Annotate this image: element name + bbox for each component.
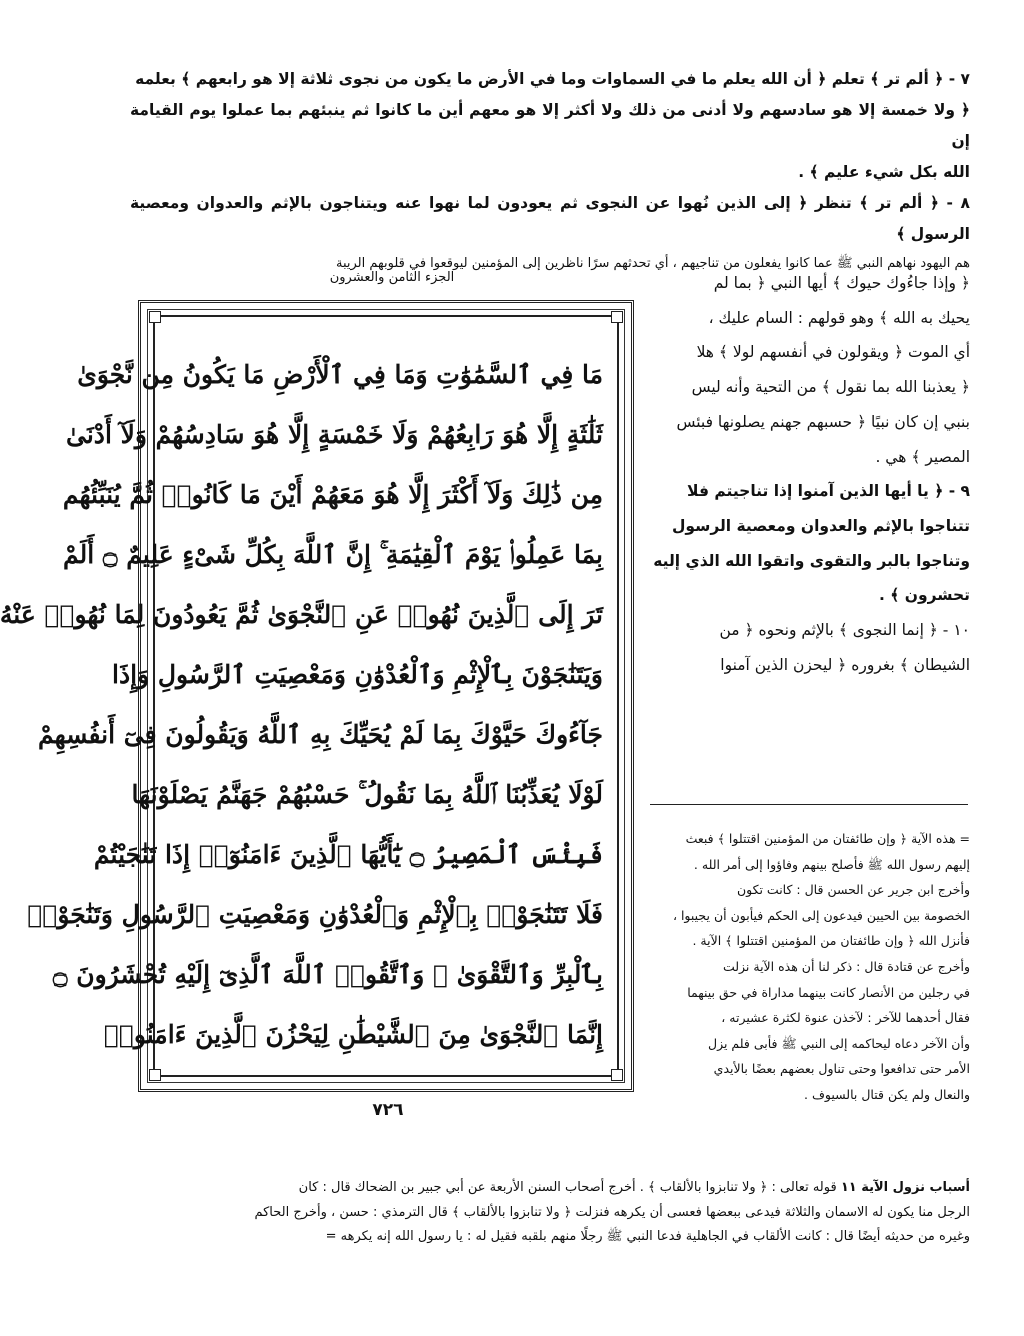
right-line: يحيك به الله ﴾ وهو قولهم : السام عليك ، xyxy=(708,308,970,327)
quran-line: لَوْلَا يُعَذِّبُنَا ٱللَّهُ بِمَا نَقُولُ ۚ حَسْبُهُمْ جَهَنَّمُ يَصْلَوْنَهَا xyxy=(131,780,603,809)
asbab-nuzul xyxy=(130,1176,970,1250)
verse-7-line-1: ٧ - ﴿ ألم تر ﴾ تعلم ﴿ أن الله يعلم ما في السماوات وما في الأرض ما يكون من نجوى ثلاثة إلا هو رابعهم ﴾ بعلمه xyxy=(135,70,970,88)
asbab-line-1-text: قوله تعالى : ﴿ ولا تنابزوا بالألقاب ﴾ . أخرج أصحاب السنن الأربعة عن أبي جبير بن الضحاك قال : كان xyxy=(298,1180,841,1195)
verse-7-line-2: ﴿ ولا خمسة إلا هو سادسهم ولا أدنى من ذلك ولا أكثر إلا هو معهم أين ما كانوا ثم ينبئهم بما عملوا يوم القيامة إن xyxy=(130,101,970,150)
footnote-line: وأخرج عن قتادة قال : ذكر لنا أن هذه الآية نزلت xyxy=(722,958,970,974)
footnote-line: وأن الآخر دعاه ليحاكمه إلى النبي ﷺ فأبى فلم يزل xyxy=(707,1035,970,1051)
asbab-label: أسباب نزول الآية ١١ xyxy=(840,1180,970,1195)
right-line: بنبي إن كان نبيًا ﴿ حسبهم جهنم يصلونها فبئس xyxy=(676,412,970,431)
footnote-line: والنعال ولم يكن قتال بالسيوف . xyxy=(804,1086,970,1102)
footnote-line: في رجلين من الأنصار كانت بينهما مداراة في حق بينهما xyxy=(687,984,970,1000)
frame-corner-ornament xyxy=(149,1069,161,1081)
right-line: تحشرون ﴾ . xyxy=(878,586,970,605)
right-line: أي الموت ﴿ ويقولون في أنفسهم لولا ﴾ هلا xyxy=(696,343,970,362)
quran-line: بِمَا عَمِلُوا۟ يَوْمَ ٱلْقِيَٰمَةِ ۚ إِنَّ ٱللَّهَ بِكُلِّ شَىْءٍ عَلِيمٌ ۝ أَلَمْ xyxy=(63,540,603,569)
footnote-line: فقال أحدهما للآخر : لآخذن عنوة لكثرة عشيرته ، xyxy=(721,1010,970,1026)
quran-line: مِن ذَٰلِكَ وَلَآ أَكْثَرَ إِلَّا هُوَ مَعَهُمْ أَيْنَ مَا كَانُوا۟ ثُمَّ يُنَبِّئُهُم xyxy=(62,480,603,509)
frame-corner-ornament xyxy=(149,311,161,323)
quran-line: فَلَا تَتَنَٰجَوْا۟ بِٱلْإِثْمِ وَٱلْعُدْوَٰنِ وَمَعْصِيَتِ ٱلرَّسُولِ وَتَنَٰجَوْا۟ xyxy=(27,900,603,929)
quran-line: وَيَتَنَٰجَوْنَ بِٱلْإِثْمِ وَٱلْعُدْوَٰنِ وَمَعْصِيَتِ ٱلرَّسُولِ وَإِذَا xyxy=(112,660,603,689)
footnote-line: الخصومة بين الحيين فيدعون إلى الحكم فيأبون أن يجيبوا ، xyxy=(672,907,970,923)
quran-line: مَا فِي ٱلسَّمَٰوَٰتِ وَمَا فِي ٱلْأَرْضِ مَا يَكُونُ مِن نَّجْوَىٰ xyxy=(77,360,603,389)
footnote-divider xyxy=(650,804,968,805)
right-line: المصير ﴾ هي . xyxy=(875,447,970,466)
quran-text xyxy=(0,345,603,1065)
asbab-line-1 xyxy=(130,1176,970,1201)
frame-corner-ornament xyxy=(611,311,623,323)
right-line: ﴿ يعذبنا الله بما نقول ﴾ من التحية وأنه ليس xyxy=(691,378,970,397)
verse-8-line-2: هم اليهود نهاهم النبي ﷺ عما كانوا يفعلون من تناجيهم ، أي تحدثهم سرًا ناظرين إلى المؤمنين ليوقعوا في قلوبهم الريبة xyxy=(335,256,970,271)
asbab-line-2: الرجل منا يكون له الاسمان والثلاثة فيدعى ببعضها فعسى أن يكرهه فنزلت ﴿ ولا تنابزوا بالألقاب ﴾ قال الترمذي : حسن ، وأخرج الحاكم xyxy=(254,1204,970,1220)
footnote-line: إليهم رسول الله ﷺ فأصلح بينهم وفاؤوا إلى أمر الله . xyxy=(693,856,970,872)
right-line: ١٠ - ﴿ إنما النجوى ﴾ بالإثم ونحوه ﴿ من xyxy=(719,621,970,640)
right-line: الشيطان ﴾ بغروره ﴿ ليحزن الذين آمنوا xyxy=(720,655,970,674)
footnote-line: الأمر حتى تدافعوا وحتى تناول بعضهم بعضًا بالأيدي xyxy=(713,1061,970,1077)
commentary-right-column xyxy=(650,266,970,682)
frame-corner-ornament xyxy=(611,1069,623,1081)
quran-line: بِٱلْبِرِّ وَٱلتَّقْوَىٰ ۖ وَٱتَّقُوا۟ ٱللَّهَ ٱلَّذِىٓ إِلَيْهِ تُحْشَرُونَ ۝ xyxy=(52,960,603,989)
right-line: ٩ - ﴿ يا أيها الذين آمنوا إذا تناجيتم فلا xyxy=(687,482,970,501)
verse-8-line-1: ٨ - ﴿ ألم تر ﴾ تنظر ﴿ إلى الذين نُهوا عن النجوى ثم يعودون لما نهوا عنه ويتناجون بالإثم والعدوان ومعصية الرسول ﴾ xyxy=(130,194,970,243)
quran-line: تَرَ إِلَى ٱلَّذِينَ نُهُوا۟ عَنِ ٱلنَّجْوَىٰ ثُمَّ يَعُودُونَ لِمَا نُهُوا۟ عَنْهُ xyxy=(0,600,603,629)
footnote-line: = هذه الآية ﴿ وإن طائفتان من المؤمنين اقتتلوا ﴾ فبعث xyxy=(685,831,970,846)
asbab-line-3: وغيره من حديثه أيضًا قال : كانت الألقاب في الجاهلية فدعا النبي ﷺ رجلًا منهم بلقبه فقيل له : يا رسول الله إنه يكرهه = xyxy=(325,1229,970,1244)
right-line: ﴿ وإذا جاءُوك حيوك ﴾ أيها النبي ﴿ بما لم xyxy=(713,274,970,292)
page-number: ٧٢٦ xyxy=(372,1100,404,1120)
commentary-top xyxy=(130,64,970,278)
right-line: تتناجوا بالإثم والعدوان ومعصية الرسول xyxy=(671,516,970,535)
footnote xyxy=(650,826,970,1108)
right-line: وتناجوا بالبر والتقوى واتقوا الله الذي إليه xyxy=(653,551,970,570)
juz-title: الجزء الثامن والعشرون xyxy=(329,270,455,285)
footnote-line: وأخرج ابن جرير عن الحسن قال : كانت تكون xyxy=(736,882,970,898)
quran-line: فَبِئْسَ ٱلْمَصِيرُ ۝ يَٰٓأَيُّهَا ٱلَّذِينَ ءَامَنُوٓا۟ إِذَا تَنَٰجَيْتُمْ xyxy=(93,840,603,869)
footnote-line: فأنزل الله ﴿ وإن طائفتان من المؤمنين اقتتلوا ﴾ الآية . xyxy=(692,933,970,949)
verse-7-line-3: الله بكل شيء عليم ﴾ . xyxy=(798,163,970,181)
quran-line: جَآءُوكَ حَيَّوْكَ بِمَا لَمْ يُحَيِّكَ بِهِ ٱللَّهُ وَيَقُولُونَ فِىٓ أَنفُسِهِمْ xyxy=(38,720,603,749)
quran-line: إِنَّمَا ٱلنَّجْوَىٰ مِنَ ٱلشَّيْطَٰنِ لِيَحْزُنَ ٱلَّذِينَ ءَامَنُوا۟ xyxy=(103,1020,603,1049)
quran-line: ثَلَٰثَةٍ إِلَّا هُوَ رَابِعُهُمْ وَلَا خَمْسَةٍ إِلَّا هُوَ سَادِسُهُمْ وَلَآ أَدْنَىٰ xyxy=(66,420,603,449)
mushaf-frame xyxy=(0,300,634,1092)
